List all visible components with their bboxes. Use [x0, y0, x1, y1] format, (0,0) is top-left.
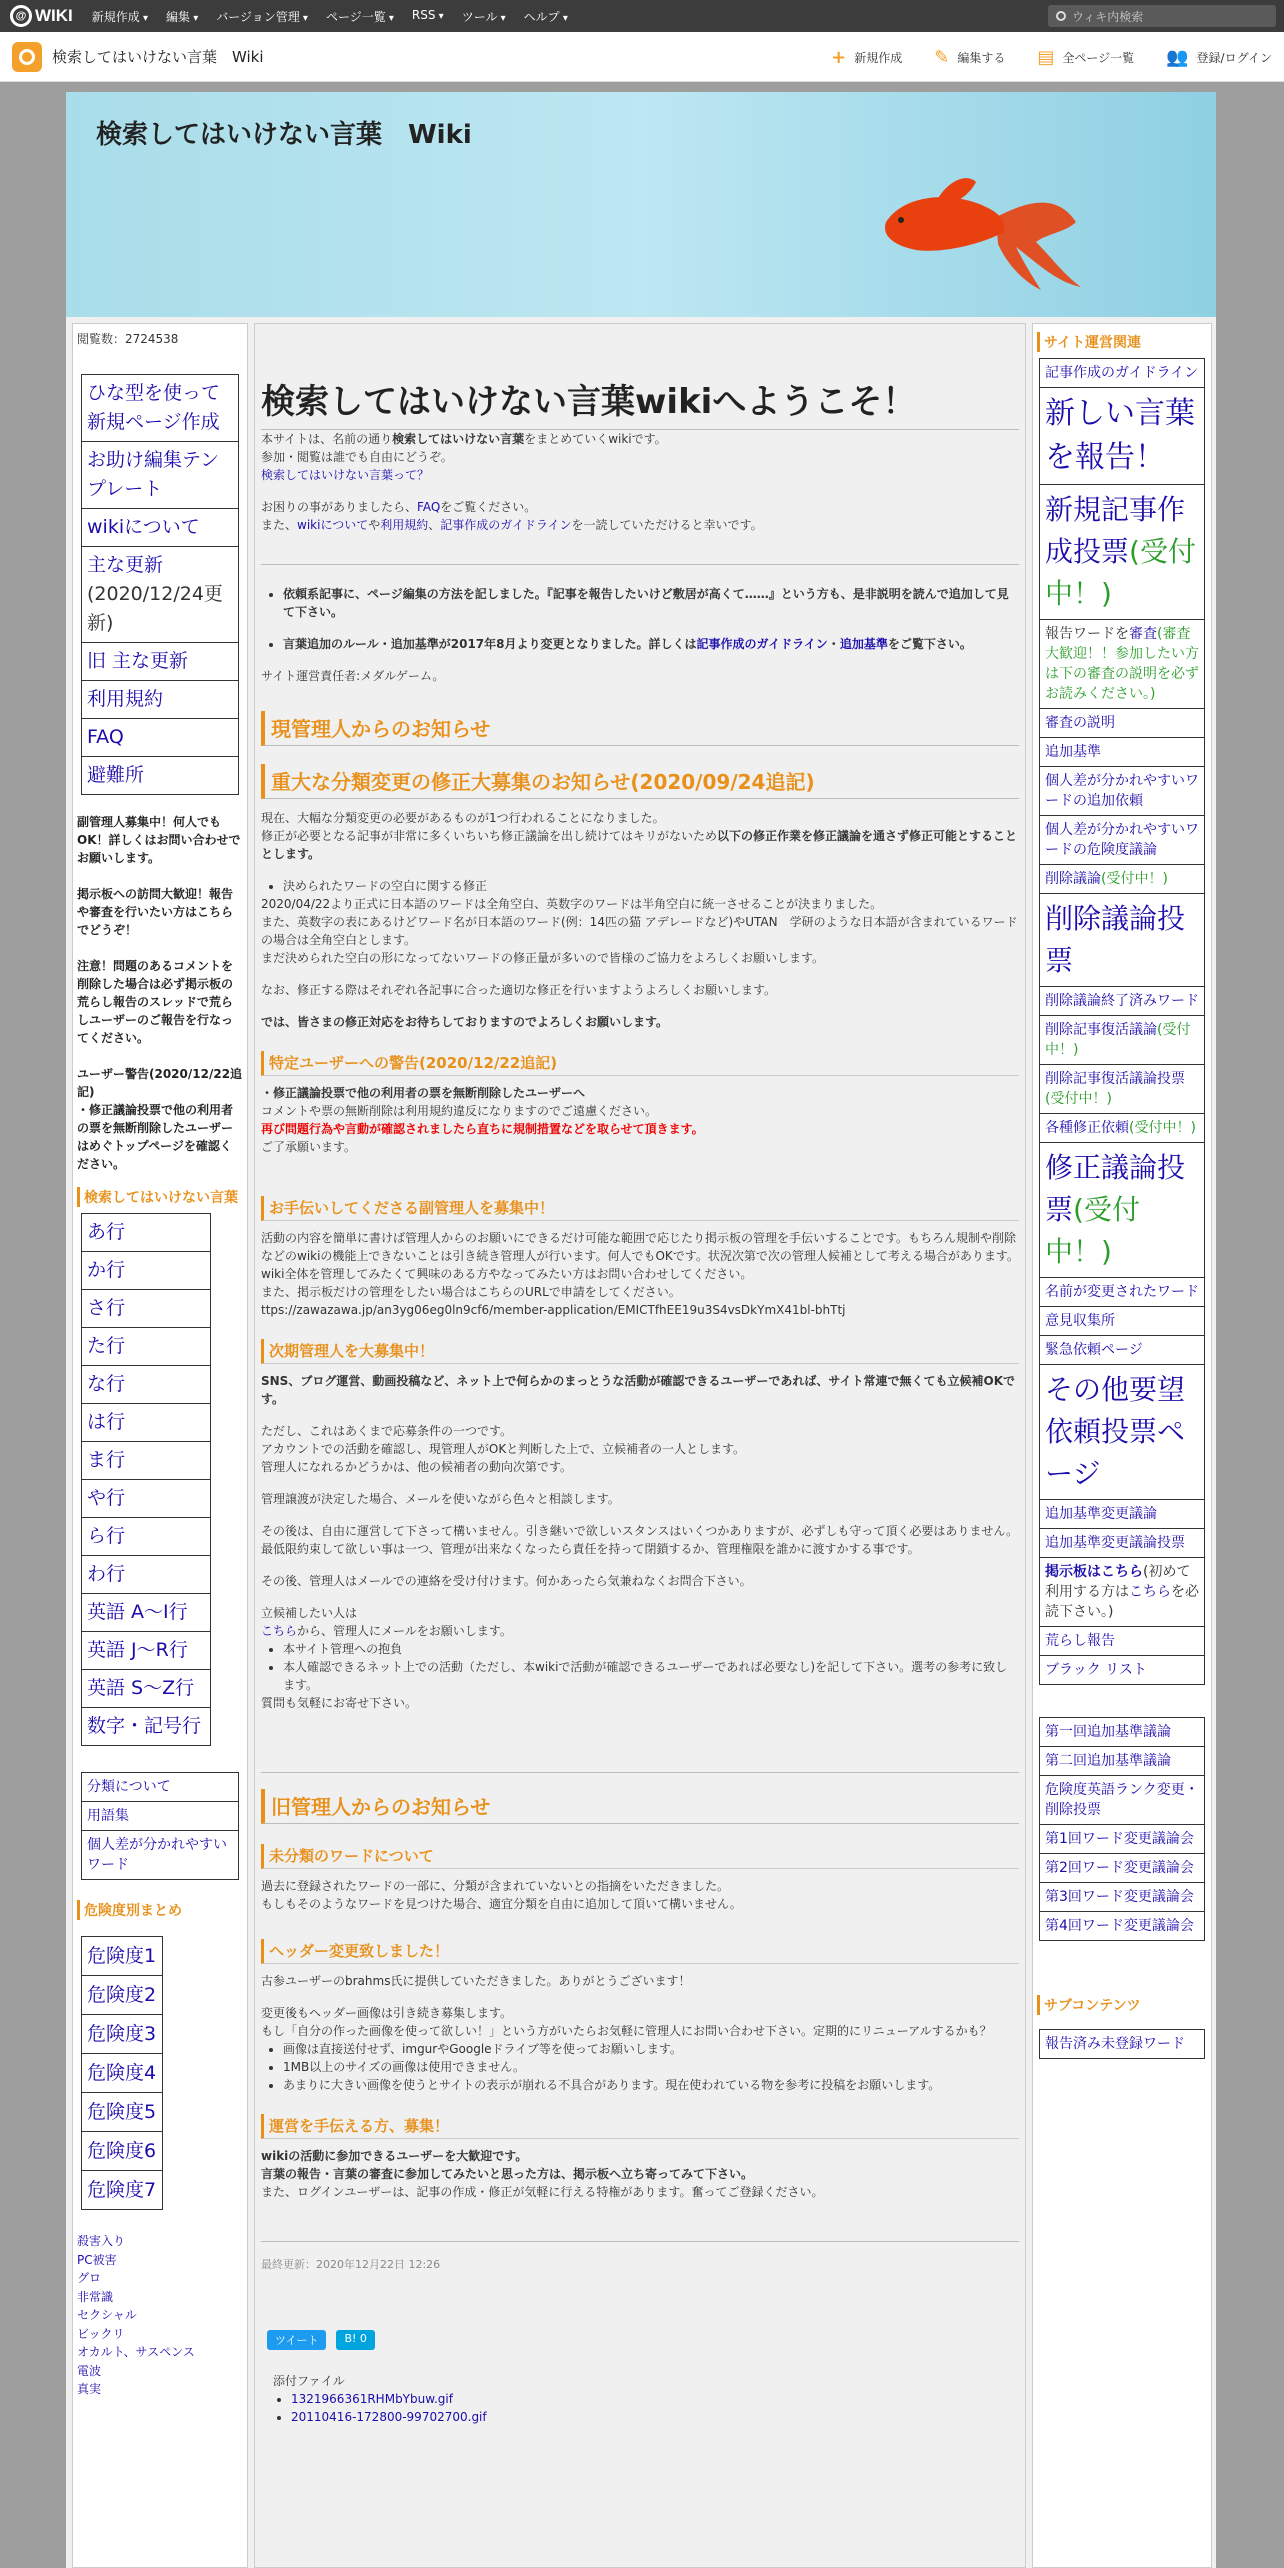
left-glossary[interactable]: 用語集 [82, 1802, 238, 1831]
cat-link[interactable]: 電波 [77, 2363, 102, 2378]
heading-next-admin: 次期管理人を大募集中！ [261, 1339, 1019, 1364]
guideline-link-2[interactable]: 記事作成のガイドライン [696, 637, 828, 651]
right-guideline[interactable]: 記事作成のガイドライン [1045, 365, 1199, 381]
left-item-updates[interactable]: 主な更新 (2020/12/24更新) [82, 547, 238, 643]
left-classify[interactable]: 分類について [82, 1773, 238, 1802]
cat-link[interactable]: ビックリ [77, 2326, 125, 2341]
pencil-icon: ✎ [934, 46, 950, 68]
left-item-about[interactable]: wikiについて [82, 509, 238, 547]
cat-link[interactable]: 非常識 [77, 2289, 114, 2304]
right-deleted-words[interactable]: 削除議論終了済みワード [1045, 993, 1199, 1009]
right-opinions[interactable]: 意見収集所 [1045, 1313, 1115, 1329]
right-discussion-link[interactable]: 第二回追加基準議論 [1045, 1753, 1171, 1769]
kana-num[interactable]: 数字・記号行 [87, 1715, 202, 1737]
menu-version[interactable]: バージョン管理 ▾ [207, 8, 317, 25]
heading-current-admin: 現管理人からのお知らせ [261, 711, 1019, 746]
right-review[interactable]: 審査 [1129, 626, 1157, 642]
notice-bullet-1: • 依頼系記事に、ページ編集の方法を記しました。『記事を報告したいけど敷居が高くて……』という方も、是非説明を読んで追加して見て下さい。 [283, 585, 1019, 621]
banner-title: 検索してはいけない言葉 Wiki [96, 120, 472, 150]
page-title: 検索してはいけない言葉wikiへようこそ！ [261, 374, 1019, 430]
right-sub-link[interactable]: 報告済み未登録ワード [1045, 2036, 1185, 2052]
wiki-logo[interactable]: @ WIKI [0, 5, 83, 27]
document-icon: ▤ [1037, 46, 1055, 68]
what-is-link[interactable]: 検索してはいけない言葉って？ [261, 468, 430, 482]
heading-header-change: ヘッダー変更致しました！ [261, 1939, 1019, 1964]
right-criteria-change-vote[interactable]: 追加基準変更議論投票 [1045, 1535, 1185, 1551]
view-count: 閲覧数：2724538 [77, 332, 179, 346]
faq-link[interactable]: FAQ [417, 500, 441, 514]
last-updated: 最終更新：2020年12月22日 12:26 [261, 2258, 441, 2271]
right-restore-vote[interactable]: 削除記事復活議論投票 [1045, 1071, 1185, 1087]
new-page-button[interactable]: + 新規作成 [831, 46, 903, 68]
left-item-faq[interactable]: FAQ [82, 719, 238, 757]
cat-link[interactable]: 真実 [77, 2382, 102, 2396]
left-item-old-updates[interactable]: 旧 主な更新 [82, 643, 238, 681]
cat-link[interactable]: PC被害 [77, 2252, 117, 2267]
heading-classify: 重大な分類変更の修正大募集のお知らせ(2020/09/24追記) [261, 764, 1019, 799]
kana-sa[interactable]: さ行 [82, 1290, 210, 1328]
heading-warning: 特定ユーザーへの警告(2020/12/22追記) [261, 1051, 1019, 1076]
danger-3[interactable]: 危険度3 [82, 2015, 162, 2054]
page-body [66, 317, 1216, 2568]
contact-link[interactable]: こちら [261, 1624, 298, 1638]
kana-ra[interactable]: ら行 [82, 1518, 210, 1556]
plus-icon: + [831, 46, 847, 68]
heading-old-admin: 旧管理人からのお知らせ [261, 1789, 1019, 1824]
menu-pages[interactable]: ページ一覧 ▾ [317, 8, 403, 25]
heading-operations: 運営を手伝える方、募集！ [261, 2114, 1019, 2139]
left-heading-danger: 危険度別まとめ [77, 1900, 243, 1920]
left-box-3 [81, 1772, 239, 1880]
right-sub-box [1039, 2029, 1205, 2059]
danger-5[interactable]: 危険度5 [82, 2093, 162, 2132]
criteria-link[interactable]: 追加基準 [839, 637, 888, 651]
hatena-button[interactable]: B! 0 [336, 2330, 374, 2350]
right-criteria-change[interactable]: 追加基準変更議論 [1045, 1506, 1157, 1522]
site-header [0, 32, 1284, 82]
right-urgent[interactable]: 緊急依頼ページ [1045, 1342, 1143, 1358]
right-discussion-link[interactable]: 第1回ワード変更議論会 [1045, 1831, 1194, 1847]
right-other-vote[interactable]: その他要望依頼投票ページ [1045, 1373, 1186, 1490]
right-heading-ops: サイト運営関連 [1037, 332, 1207, 352]
right-discussion-link[interactable]: 第4回ワード変更議論会 [1045, 1918, 1194, 1934]
left-sidebar [72, 323, 248, 2568]
attachment-link[interactable]: 1321966361RHMbYbuw.gif [291, 2392, 453, 2406]
right-sidebar [1032, 323, 1212, 2568]
left-notices: 副管理人募集中！何人でもOK！詳しくはお問い合わせでお願いします。 掲示板への訪問大歓迎！報告や審査を行いたい方はこちらでどうぞ！ 注意！問題のあるコメントを削除した場合は必ず掲示板の荒らし報告のスレッドで荒らしユーザーのご報告を行なってください。 ユーザー警告(2020/12/22追記) ・修正議論投票で他の利用者の票を無断削除したユーザーはめぐトップページを確認ください。 [77, 815, 243, 1171]
site-icon[interactable] [12, 42, 42, 72]
kana-ka[interactable]: か行 [82, 1252, 210, 1290]
top-bar [0, 0, 1284, 32]
right-restore-discussion[interactable]: 削除記事復活議論 [1045, 1022, 1157, 1038]
danger-7[interactable]: 危険度7 [87, 2179, 157, 2201]
edit-button[interactable]: ✎ 編集する [934, 46, 1006, 68]
right-troll-report[interactable]: 荒らし報告 [1045, 1633, 1115, 1649]
kana-na[interactable]: な行 [82, 1366, 210, 1404]
user-add-icon: 👥 [1166, 46, 1189, 68]
right-fix-request[interactable]: 各種修正依頼 [1045, 1120, 1129, 1136]
menu-help[interactable]: ヘルプ ▾ [515, 8, 577, 25]
right-fix-vote[interactable]: 修正議論投票 [1045, 1151, 1186, 1226]
guideline-link[interactable]: 記事作成のガイドライン [440, 518, 572, 532]
kana-wa[interactable]: わ行 [82, 1556, 210, 1594]
application-url: ttps://zawazawa.jp/an3yg06eg0ln9cf6/member-application/EMICTfhEE19u3S4vsDkYmX41bl-bhTtj [261, 1303, 846, 1317]
danger-index [81, 1936, 163, 2210]
cat-link[interactable]: グロ [77, 2271, 102, 2285]
heading-helpers: お手伝いしてくださる副管理人を募集中！ [261, 1196, 1019, 1221]
search-input[interactable]: ウィキ内検索 [1048, 5, 1276, 27]
menu-rss[interactable]: RSS ▾ [403, 8, 453, 25]
cat-link[interactable]: オカルト、サスペンス [77, 2345, 195, 2359]
notice-bullet-2: • 言葉追加のルール・追加基準が2017年8月より変更となりました。詳しくは記事作成のガイドライン・追加基準をご覧下さい。 [283, 635, 1019, 653]
site-title[interactable]: 検索してはいけない言葉 Wiki [52, 48, 264, 66]
kana-ha[interactable]: は行 [82, 1404, 210, 1442]
kana-en-ai[interactable]: 英語 A〜I行 [82, 1594, 210, 1632]
banner [66, 92, 1216, 317]
right-delete-vote[interactable]: 削除議論投票 [1045, 902, 1186, 977]
attachments-label: 添付ファイル [273, 2374, 345, 2388]
right-individual-danger[interactable]: 個人差が分かれやすいワードの危険度議論 [1045, 822, 1199, 858]
kana-a[interactable]: あ行 [82, 1214, 210, 1252]
top-menu [83, 8, 577, 25]
left-menu-box [81, 374, 239, 795]
right-discussion-link[interactable]: 第3回ワード変更議論会 [1045, 1889, 1194, 1905]
right-report[interactable]: 新しい言葉を報告！ [1045, 396, 1195, 475]
right-renamed[interactable]: 名前が変更されたワード [1045, 1284, 1199, 1300]
search-icon [1056, 11, 1066, 21]
right-ops-box: 記事作成のガイドライン 新しい言葉を報告！ 新規記事作成投票(受付中！) 報告ワードを審査(審査大歓迎！！参加したい方は下の審査の説明を必ずお読みください。) 審査の説明 追加基準 個人差が分かれやすいワードの追加依頼 個人差が分かれやすいワードの危険度議論 削除議論(受付中！) 削除議論投票 削除議論終了済みワード 削除記事復活議論(受付中！) 削除記事復活議論投票(受付中！) 各種修正依頼(受付中！) 修正議論投票(受付中！) 名前が変更されたワード 意見収集所 緊急依頼ページ その他要望依頼投票ページ 追加基準変更議論 追加基準変更議論投票 掲示板はこちら(初めて利用する方はこちらを必読下さい。) 荒らし報告 ブラック リスト [1039, 358, 1205, 1685]
category-links [77, 2232, 243, 2399]
left-item-help-template[interactable]: お助け編集テンプレート [82, 442, 238, 509]
admin-line: サイト運営責任者:メダルゲーム。 [261, 669, 445, 683]
right-board-guide[interactable]: こちら [1129, 1584, 1171, 1600]
tweet-button[interactable]: ツイート [267, 2330, 326, 2350]
danger-1[interactable]: 危険度1 [82, 1937, 162, 1976]
menu-edit[interactable]: 編集 ▾ [157, 8, 207, 25]
kana-ma[interactable]: ま行 [82, 1442, 210, 1480]
right-discussion-box [1039, 1717, 1205, 1941]
right-criteria[interactable]: 追加基準 [1045, 744, 1101, 760]
kana-en-sz[interactable]: 英語 S〜Z行 [82, 1670, 210, 1708]
left-item-refuge[interactable]: 避難所 [87, 764, 145, 786]
cat-link[interactable]: 殺害入り [77, 2234, 126, 2248]
wiki-about-link[interactable]: wikiについて [297, 518, 369, 532]
heading-unclassified: 未分類のワードについて [261, 1844, 1019, 1869]
right-blacklist[interactable]: ブラック リスト [1045, 1662, 1147, 1678]
right-individual-add[interactable]: 個人差が分かれやすいワードの追加依頼 [1045, 773, 1199, 809]
right-heading-sub: サブコンテンツ [1037, 1995, 1207, 2015]
login-button[interactable]: 👥 登録/ログイン [1166, 46, 1272, 68]
right-new-vote[interactable]: 新規記事作成投票 [1045, 493, 1186, 568]
all-pages-button[interactable]: ▤ 全ページ一覧 [1037, 46, 1135, 68]
kana-index [81, 1213, 211, 1746]
at-logo-icon: @ [10, 5, 32, 27]
cat-link[interactable]: セクシャル [77, 2308, 137, 2322]
danger-2[interactable]: 危険度2 [82, 1976, 162, 2015]
kana-ta[interactable]: た行 [82, 1328, 210, 1366]
share-buttons [261, 2330, 1019, 2350]
right-board[interactable]: 掲示板はこちら [1045, 1564, 1143, 1580]
left-item-terms[interactable]: 利用規約 [82, 681, 238, 719]
menu-tools[interactable]: ツール ▾ [453, 8, 515, 25]
terms-link[interactable]: 利用規約 [380, 518, 429, 532]
right-discussion-link[interactable]: 第2回ワード変更議論会 [1045, 1860, 1194, 1876]
right-discussion-link[interactable]: 第一回追加基準議論 [1045, 1724, 1171, 1740]
left-item-template[interactable]: ひな型を使って新規ページ作成 [82, 375, 238, 442]
main-content: 検索してはいけない言葉wikiへようこそ！ 本サイトは、名前の通り検索してはいけない言葉をまとめていくwikiです。 参加・閲覧は誰でも自由にどうぞ。 検索してはいけない言葉って？ お困りの事がありましたら、FAQをご覧ください。 また、wikiについてや利用規約、記事作成のガイドラインを一読していただけると幸いです。 • 依頼系記事に、ページ編集の方法を記しました。『記事を報告したいけど敷居が高くて……』という方も、是非説明を読んで追加して見て下さい。 • 言葉追加のルール・追加基準が2017年8月より変更となりました。詳しくは記事作成のガイドライン・追加基準をご覧下さい。 サイト運営責任者:メダルゲーム。 現管理人からのお知らせ 重大な分類変更の修正大募集のお知らせ(2020/09/24追記) 現在、大幅な分類変更の必要があるものが1つ行われることになりました。 修正が必要となる記事が非常に多くいちいち修正議論を出し続けてはキリがないため以下の修正作業を修正議論を通さず修正可能とすることとします。 • 決められたワードの空白に関する修正 2020/04/22より正式に日本語のワードは全角空白、英数字のワードは半角空白に統一させることが決まりました。 また、英数字の表にあるけどワード名が日本語のワード(例：14匹の猫 アデレードなど)やUTAN 学研のような日本語が含まれているワードの場合は全角空白とします。 まだ決められた空白の形になってないワードの修正量が多いので皆様のご協力をよろしくお願いします。 なお、修正する際はそれぞれ各記事に合った適切な修正を行いますようよろしくお願いします。 では、皆さまの修正対応をお待ちしておりますのでよろしくお願いします。 特定ユーザーへの警告(2020/12/22追記) ・修正議論投票で他の利用者の票を無断削除したユーザーへ コメントや票の無断削除は利用規約違反になりますのでご遠慮ください。 再び問題行為や言動が確認されましたら直ちに規制措置などを取らせて頂きます。 ご了承願います。 お手伝いしてくださる副管理人を募集中！ 活動の内容を簡単に書けば管理人からのお願いにできるだけ可能な範囲で応じたり掲示板の管理を手伝いすることです。もちろん規制や削除などのwikiの機能上できないことは引き続き管理人が行います。何人でもOKです。状況次第で次の管理人候補として考える場合があります。wiki全体を管理してみたくて興味のある方やなってみたい方はお問い合わせしてください。 また、掲示板だけの管理をしたい場合はこちらのURLで申請をしてください。 ttps://zawazawa.jp/an3yg06eg0ln9cf6/member-application/EMICTfhEE19u3S4vsDkYmX41bl-bhTtj 次期管理人を大募集中！ SNS、ブログ運営、動画投稿など、ネット上で何らかのまっとうな活動が確認できるユーザーであれば、サイト常連で無くても立候補OKです。 ただし、これはあくまで応募条件の一つです。 アカウントでの活動を確認し、現管理人がOKと判断した上で、立候補者の一人とします。 管理人になれるかどうかは、他の候補者の動向次第です。 管理譲渡が決定した場合、メールを使いながら色々と相談します。 その後は、自由に運営して下さって構いません。引き継いで欲しいスタンスはいくつかありますが、必ずしも守って頂く必要はありません。 最低限約束して欲しい事は一つ、管理が出来なくなったら責任を持って閉鎖するか、管理権限を誰かに渡すかする事です。 その後、管理人はメールでの連絡を受け付けます。何かあったら気兼ねなくお問合下さい。 立候補したい人は こちらから、管理人にメールをお願いします。 • 本サイト管理への抱負 • 本人確認できるネット上での活動（ただし、本wikiで活動が確認できるユーザーであれば必要なし)を記して下さい。選考の参考に致します。 質問も気軽にお寄せ下さい。 旧管理人からのお知らせ 未分類のワードについて 過去に登録されたワードの一部に、分類が含まれていないとの指摘をいただきました。 もしもそのようなワードを見つけた場合、適宜分類を自由に追加して頂いて構いません。 ヘッダー変更致しました！ 古参ユーザーのbrahms氏に提供していただきました。ありがとうございます！ 変更後もヘッダー画像は引き続き募集します。 もし「自分の作った画像を使って欲しい！」という方がいたらお気軽に管理人にお問い合わせ下さい。定期的にリニューアルするかも？ • 画像は直接送付せず、imgurやGoogleドライブ等を使ってお願いします。 • 1MB以上のサイズの画像は使用できません。 • あまりに大きい画像を使うとサイトの表示が崩れる不具合があります。現在使われている物を参考に投稿をお願いします。 運営を手伝える方、募集！ wikiの活動に参加できるユーザーを大歓迎です。 言葉の報告・言葉の審査に参加してみたいと思った方は、掲示板へ立ち寄ってみて下さい。 また、ログインユーザーは、記事の作成・修正が気軽に行える特権があります。奮ってご登録ください。 最終更新：2020年12月22日 12:26 ツイート B! 0 添付ファイル • 1321966361RHMbYbuw.gif • 20110416-172800-99702700.gif [254, 323, 1026, 2568]
right-review-desc[interactable]: 審査の説明 [1045, 715, 1115, 731]
right-delete-discussion[interactable]: 削除議論 [1045, 871, 1101, 887]
right-discussion-link[interactable]: 危険度英語ランク変更・削除投票 [1045, 1782, 1199, 1818]
left-heading-search: 検索してはいけない言葉 [77, 1187, 243, 1207]
kana-en-jr[interactable]: 英語 J〜R行 [82, 1632, 210, 1670]
danger-6[interactable]: 危険度6 [82, 2132, 162, 2171]
attachment-link[interactable]: 20110416-172800-99702700.gif [291, 2410, 487, 2424]
header-actions [831, 32, 1272, 82]
menu-new[interactable]: 新規作成 ▾ [83, 8, 157, 25]
left-individual[interactable]: 個人差が分かれやすいワード [87, 1837, 227, 1873]
kana-ya[interactable]: や行 [82, 1480, 210, 1518]
goldfish-image [876, 162, 1096, 292]
danger-4[interactable]: 危険度4 [82, 2054, 162, 2093]
